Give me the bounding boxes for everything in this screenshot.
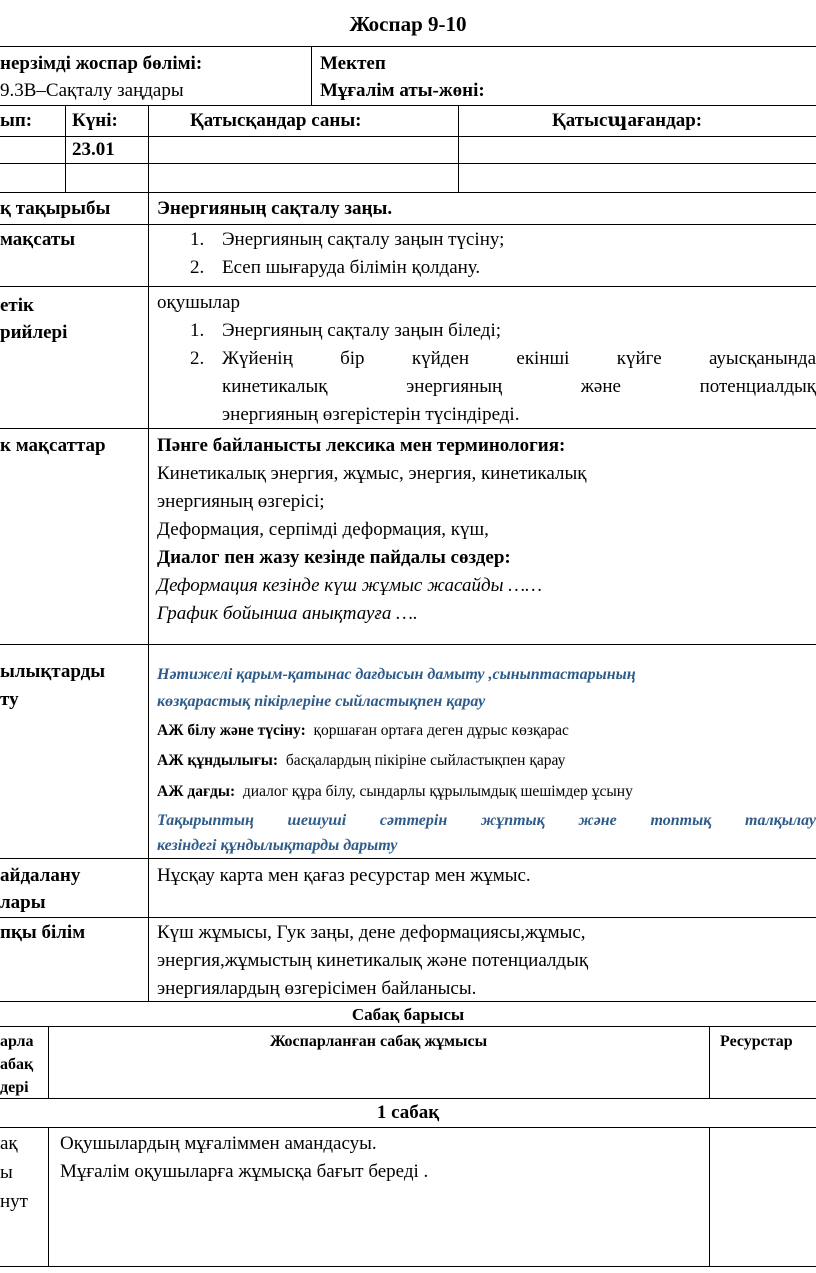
criteria-item: Жүйенің бір күйден екінші күйге ауысқанында — [222, 348, 816, 369]
rule — [0, 163, 816, 164]
activity-text: Оқушылардың мұғаліммен амандасуы. — [60, 1133, 377, 1154]
aj-text: қоршаған ортаға деген дұрыс көзқарас — [313, 722, 569, 739]
criteria-item: Энергияның сақталу заңын біледі; — [222, 320, 502, 341]
lang-heading: Пәнге байланысты лексика мен терминология: — [157, 435, 566, 456]
criteria-item: энергияның өзгерістерін түсіндіреді. — [222, 404, 520, 425]
prior-text: Күш жұмысы, Гук заңы, дене деформациясы,жұмыс, — [157, 922, 586, 943]
part-heading: 1 сабақ — [376, 1102, 440, 1123]
rule — [0, 428, 816, 429]
values-aj — [157, 719, 569, 743]
prior-text: энергия,жұмыстың кинетикалық және потенциалдық — [157, 950, 589, 971]
values-label: ту — [0, 689, 19, 710]
lesson-col2-header: Жоспарланған сабақ жұмысы — [269, 1033, 488, 1050]
dialog-text: График бойынша анықтауға …. — [157, 603, 418, 624]
values-blue: көзқарастық пікірлеріне сыйластықпен қарау — [157, 693, 486, 710]
criteria-number: 1. — [190, 320, 205, 341]
rule — [148, 105, 149, 1001]
rule — [0, 858, 816, 859]
values-aj — [157, 780, 633, 804]
topic-value: Энергияның сақталу заңы. — [157, 198, 393, 219]
aj-text: диалог құра білу, сындарлы құрылымдық шешімдер ұсыну — [242, 783, 633, 800]
stage-label: нут — [0, 1191, 28, 1212]
criteria-number: 2. — [190, 348, 205, 369]
rule — [709, 1026, 710, 1098]
dialog-heading: Диалог пен жазу кезінде пайдалы сөздер: — [157, 547, 511, 568]
lang-text: энергияның өзгерісі; — [157, 491, 325, 512]
rule — [65, 105, 66, 192]
criteria-item: кинетикалық энергияның және потенциалдық — [222, 376, 816, 397]
lang-text: Деформация, серпімді деформация, күш, — [157, 519, 489, 540]
criteria-label: етік — [0, 295, 34, 316]
lang-text: Кинетикалық энергия, жұмыс, энергия, кинетикалық — [157, 463, 587, 484]
values-blue: Тақырыптың шешуші сәттерін жұптық және топтық талқылау — [157, 812, 816, 829]
lang-label: к мақсаттар — [0, 435, 106, 456]
lesson-col1-header: арла — [0, 1033, 34, 1050]
ict-value: Нұсқау карта мен қағаз ресурстар мен жұмыс. — [157, 865, 531, 886]
lesson-col1-header: дері — [0, 1079, 29, 1096]
rule — [458, 105, 459, 192]
goal-item: Энергияның сақталу заңын түсіну; — [222, 229, 505, 250]
aj-text: басқалардың пікіріне сыйластықпен қарау — [285, 752, 566, 769]
rule — [0, 224, 816, 225]
values-label: ылықтарды — [0, 661, 106, 682]
section-value: 9.3В–Сақталу заңдары — [0, 80, 184, 101]
goals-label: мақсаты — [0, 229, 76, 250]
class-label: ып: — [0, 110, 33, 131]
rule — [0, 644, 816, 645]
rule — [0, 192, 816, 193]
lesson-col3-header: Ресурстар — [720, 1033, 793, 1050]
values-blue: кезіндегі құндылықтарды дарыту — [157, 837, 398, 854]
page-title: Жоспар 9-10 — [349, 12, 467, 36]
activity-text: Мұғалім оқушыларға жұмысқа бағыт береді . — [60, 1161, 429, 1182]
rule — [311, 46, 312, 105]
rule — [0, 1098, 816, 1099]
prior-label: пқы білім — [0, 922, 86, 943]
rule — [0, 917, 816, 918]
school-label: Мектеп — [320, 53, 386, 74]
date-label: Күні: — [72, 110, 118, 131]
rule — [48, 1127, 49, 1266]
aj-label: АЖ құндылығы: — [157, 752, 279, 769]
stage-label: ы — [0, 1162, 13, 1183]
ict-label: айдалану — [0, 865, 81, 886]
prior-text: энергиялардың өзгерісімен байланысы. — [157, 978, 477, 999]
criteria-intro: оқушылар — [157, 292, 241, 313]
criteria-label: рийлері — [0, 322, 68, 343]
values-aj — [157, 749, 565, 773]
rule — [0, 136, 816, 137]
stage-label: ақ — [0, 1133, 18, 1154]
topic-label: қ тақырыбы — [0, 198, 111, 219]
goal-number: 2. — [190, 257, 205, 278]
goal-item: Есеп шығаруда білімін қолдану. — [222, 257, 481, 278]
rule — [0, 286, 816, 287]
teacher-label: Мұғалім аты-жөні: — [320, 80, 485, 101]
rule — [0, 1266, 816, 1267]
dialog-text: Деформация кезінде күш жұмыс жасайды …… — [157, 575, 543, 596]
rule — [709, 1127, 710, 1266]
present-label: Қатысқандар саны: — [190, 110, 362, 131]
rule — [0, 1127, 816, 1128]
lesson-heading: Сабақ барысы — [351, 1005, 465, 1024]
aj-label: АЖ білу және түсіну: — [157, 722, 306, 739]
rule — [0, 1001, 816, 1002]
values-blue: Нәтижелі қарым-қатынас дағдысын дамыту ,сыныптастарының — [157, 666, 636, 683]
section-label: нерзімді жоспар бөлімі: — [0, 53, 203, 74]
goal-number: 1. — [190, 229, 205, 250]
absent-label: Қатысպағандар: — [552, 110, 703, 131]
aj-label: АЖ дағды: — [157, 783, 236, 800]
ict-label: лары — [0, 892, 46, 913]
rule — [0, 105, 816, 106]
rule — [0, 46, 816, 47]
date-value: 23.01 — [72, 139, 115, 160]
lesson-col1-header: абақ — [0, 1056, 34, 1073]
